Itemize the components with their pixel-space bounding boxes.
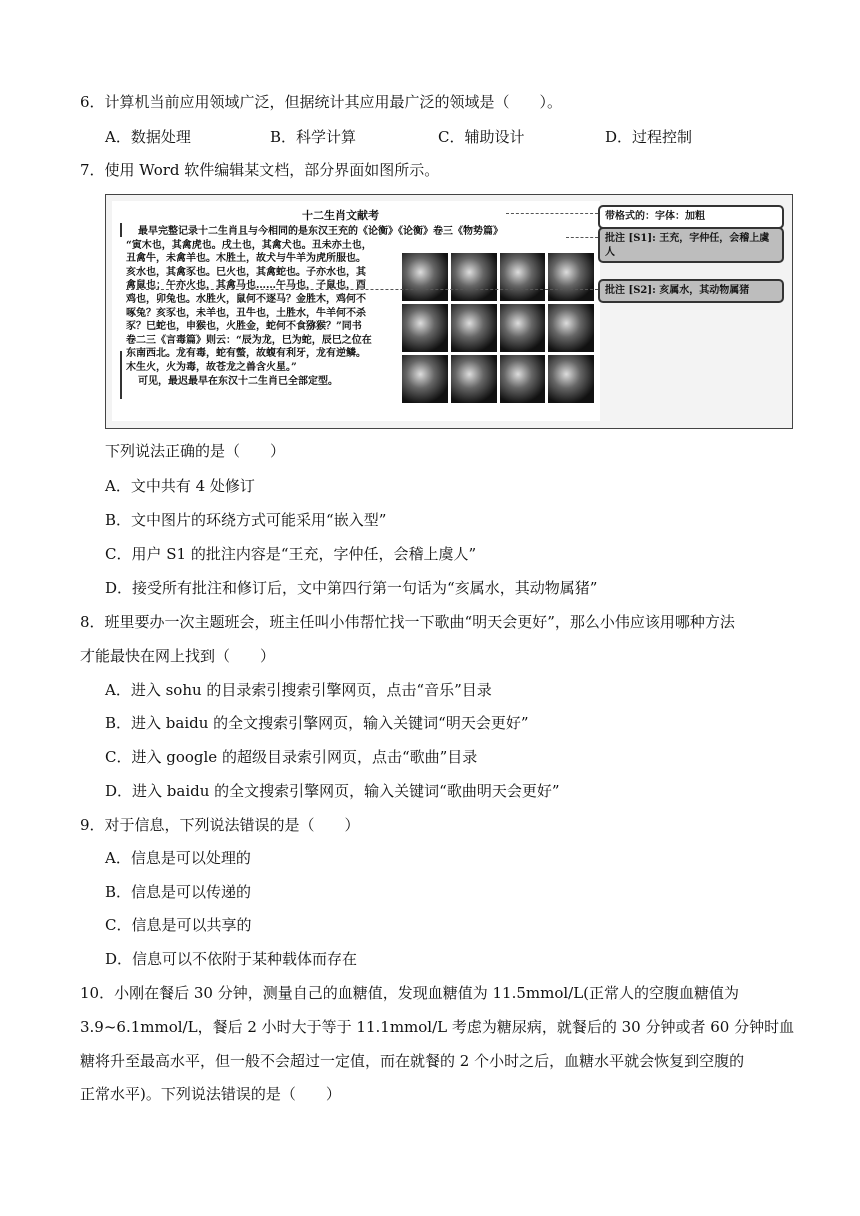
q9-stem: 9．对于信息，下列说法错误的是（ ）: [80, 816, 360, 834]
doc-line: 木生火，火为毒，故苍龙之兽含火星。”: [126, 361, 297, 373]
q6-stem: 6．计算机当前应用领域广泛，但据统计其应用最广泛的领域是（ ）。: [80, 93, 563, 111]
q10-stem-line: 正常水平)。下列说法错误的是（ ）: [80, 1085, 341, 1103]
q6-option-c: C．辅助设计: [438, 128, 525, 146]
doc-line: “寅木也，其禽虎也。戌土也，其禽犬也。丑未亦土也，: [126, 239, 372, 251]
q7-option-b: B．文中图片的环绕方式可能采用“嵌入型”: [105, 511, 387, 529]
doc-line: 亥水也，其禽豕也。巳火也，其禽蛇也。子亦水也，其: [126, 266, 366, 278]
q9-option-d: D．信息可以不依附于某种载体而存在: [105, 950, 358, 968]
zodiac-image: [451, 355, 497, 403]
zodiac-image: [500, 253, 546, 301]
q8-option-c: C．进入 google 的超级目录索引网页，点击“歌曲”目录: [105, 748, 478, 766]
doc-line: 卷二三《言毒篇》则云：“辰为龙，巳为蛇，辰巳之位在: [126, 334, 372, 346]
q7-option-a: A．文中共有 4 处修订: [105, 477, 255, 495]
q7-word-screenshot: [105, 194, 793, 429]
doc-line: 最早完整记录十二生肖且与今相同的是东汉王充的《论衡》《论衡》卷三《物势篇》: [138, 226, 503, 237]
q8-stem: 8．班里要办一次主题班会，班主任叫小伟帮忙找一下歌曲“明天会更好”，那么小伟应该用哪种方法: [80, 613, 735, 631]
zodiac-image: [548, 304, 594, 352]
doc-line: 东南西北。龙有毒，蛇有螫，故蝮有利牙，龙有逆鳞。: [126, 348, 366, 360]
zodiac-image-grid: [402, 253, 594, 403]
q7-option-d: D．接受所有批注和修订后，文中第四行第一句话为“亥属水，其动物属猪”: [105, 579, 598, 597]
q6-option-b: B．科学计算: [270, 128, 357, 146]
zodiac-image: [500, 304, 546, 352]
comment-balloon-s1: 批注 [S1]: 王充，字仲任，会稽上虞人: [598, 227, 784, 263]
doc-title: 十二生肖文献考: [302, 209, 379, 222]
q9-option-b: B．信息是可以传递的: [105, 883, 252, 901]
comment-balloon-s2: 批注 [S2]: 亥属水，其动物属猪: [598, 279, 784, 303]
revision-bar: [120, 223, 122, 237]
zodiac-image: [402, 304, 448, 352]
revision-bar: [120, 351, 122, 399]
zodiac-image: [548, 253, 594, 301]
q9-option-c: C．信息是可以共享的: [105, 916, 252, 934]
doc-line: 豕？巳蛇也，申猴也，火胜金，蛇何不食猕猴？”同书: [126, 321, 362, 333]
doc-line: 鸡也，卯兔也。水胜火，鼠何不逐马？金胜木，鸡何不: [126, 293, 366, 305]
q9-option-a: A．信息是可以处理的: [105, 849, 251, 867]
zodiac-image: [402, 253, 448, 301]
zodiac-image: [402, 355, 448, 403]
q10-stem-line: 糖将升至最高水平，但一般不会超过一定值，而在就餐的 2 个小时之后，血糖水平就会恢复到空腹的: [80, 1052, 745, 1070]
q7-prompt: 下列说法正确的是（ ）: [105, 442, 286, 460]
format-balloon: 带格式的：字体：加粗: [598, 205, 784, 229]
doc-line: 可见，最迟最早在东汉十二生肖已全部定型。: [138, 375, 338, 387]
q6-option-a: A．数据处理: [105, 128, 191, 146]
q10-stem-line: 10．小刚在餐后 30 分钟，测量自己的血糖值，发现血糖值为 11.5mmol/L(正常人的空腹血糖值为: [80, 984, 740, 1002]
q6-option-d: D．过程控制: [605, 128, 693, 146]
comment-connector: [566, 237, 598, 238]
q6-options: [105, 127, 755, 147]
comment-connector: [506, 213, 598, 214]
doc-line: 丑禽牛，未禽羊也。木胜土，故犬与牛羊为虎所服也。: [126, 253, 366, 265]
q8-option-b: B．进入 baidu 的全文搜索引擎网页，输入关键词“明天会更好”: [105, 714, 529, 732]
zodiac-image: [451, 253, 497, 301]
zodiac-image: [451, 304, 497, 352]
doc-body: [126, 225, 503, 388]
word-document-area: [112, 201, 600, 421]
q8-stem-cont: 才能最快在网上找到（ ）: [80, 647, 276, 665]
q7-stem: 7．使用 Word 软件编辑某文档，部分界面如图所示。: [80, 161, 440, 179]
comment-connector: [126, 289, 598, 290]
doc-line: 禽鼠也；午亦火也，其禽马也……午马也，子鼠也，酉: [126, 280, 366, 292]
doc-line: 啄兔？亥豕也，未羊也，丑牛也，土胜水，牛羊何不杀: [126, 307, 366, 319]
zodiac-image: [548, 355, 594, 403]
q8-option-d: D．进入 baidu 的全文搜索引擎网页，输入关键词“歌曲明天会更好”: [105, 782, 560, 800]
zodiac-image: [500, 355, 546, 403]
q8-option-a: A．进入 sohu 的目录索引搜索引擎网页，点击“音乐”目录: [105, 681, 492, 699]
q10-stem-line: 3.9~6.1mmol/L，餐后 2 小时大于等于 11.1mmol/L 考虑为糖尿病，就餐后的 30 分钟或者 60 分钟时血: [80, 1018, 795, 1036]
q7-option-c: C．用户 S1 的批注内容是“王充，字仲任，会稽上虞人”: [105, 545, 477, 563]
